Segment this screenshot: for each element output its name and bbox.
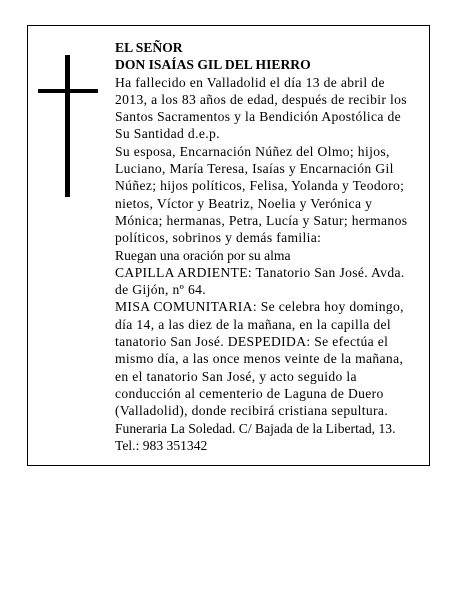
cross-vertical-bar <box>65 55 70 197</box>
death-announcement: Ha fallecido en Valladolid el día 13 de abril de 2013, a los 83 años de edad, después de recibir los Santos Sacramentos y la Bendición Apostólica de Su Santidad d.e.p. <box>115 74 407 142</box>
funeral-home-info: Funeraria La Soledad. C/ Bajada de la Libertad, 13. Tel.: 983 351342 <box>115 420 396 453</box>
notice-title-line1: EL SEÑOR <box>115 40 183 55</box>
chapel-info: CAPILLA ARDIENTE: Tanatorio San José. Avda. de Gijón, nº 64. <box>115 264 405 298</box>
cross-horizontal-bar <box>38 89 98 93</box>
cross-icon <box>38 55 98 197</box>
deceased-name: DON ISAÍAS GIL DEL HIERRO <box>115 57 311 73</box>
family-list: Su esposa, Encarnación Núñez del Olmo; hijos, Luciano, María Teresa, Isaías y Encarnación Gil Núñez; hijos políticos, Felisa, Yolanda y Teodoro; nietos, Víctor y Beatriz, Noelia y Verónica y Mónica; hermanas, Petra, Lucía y Satur; hermanos políticos, sobrinos y demás familia: <box>115 143 408 246</box>
mass-and-farewell-info: MISA COMUNITARIA: Se celebra hoy domingo, día 14, a las diez de la mañana, en la capilla del tanatorio San José. DESPEDIDA: Se efectúa el mismo día, a las once menos veinte de la mañana, en el tanatorio San José, y acto seguido la conducción al cementerio de Laguna de Duero (Valladolid), donde recibirá cristiana sepultura. <box>115 299 404 419</box>
obituary-text <box>115 39 415 454</box>
prayer-request: Ruegan una oración por su alma <box>115 247 291 263</box>
